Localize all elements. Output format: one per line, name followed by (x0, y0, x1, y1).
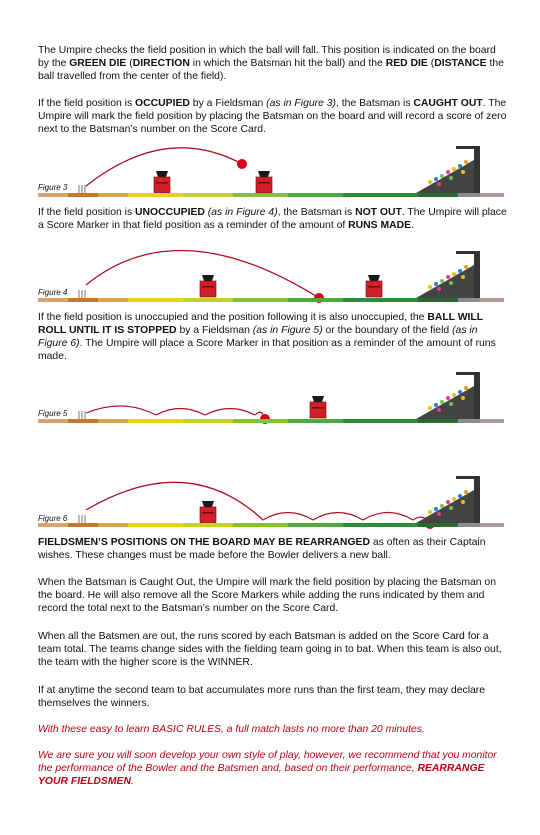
text: . The Umpire will place a Score Marker in that position as a reminder of the amount of runs made. (38, 338, 496, 362)
figure-4 (38, 240, 504, 310)
field-strip (38, 419, 504, 423)
not-out-term: NOT OUT (355, 207, 402, 218)
paragraph-unoccupied (38, 206, 508, 232)
text: If the field position is unoccupied and the position following it is also unoccupied, the (38, 312, 428, 323)
figure-label: Figure 6 (38, 514, 68, 523)
stumps-icon (79, 411, 85, 419)
text: by a Fieldsman (176, 325, 253, 336)
field-strip (38, 193, 504, 197)
paragraph-caught-out: When the Batsman is Caught Out, the Umpire will mark the field position by placing the Batsman on the board. He will also remove all the Score Markers while adding the runs indicated by them and record the total next to the Batsman’s number on the Score Card. (38, 577, 496, 614)
ball-bounce (156, 409, 205, 416)
ball-icon (237, 159, 247, 169)
text: , the Batsman is (277, 207, 356, 218)
rearrange-term: FIELDSMEN’S POSITIONS ON THE BOARD MAY BE REARRANGED (38, 537, 370, 548)
fieldsman-icon (366, 275, 382, 297)
paragraph-basic-rules: With these easy to learn BASIC RULES, a full match lasts no more than 20 minutes. (38, 724, 425, 735)
fieldsman-icon (200, 275, 216, 297)
ball-bounce (205, 409, 255, 416)
ball-bounce (263, 513, 313, 521)
text: If the field position is (38, 98, 136, 109)
grandstand-icon (416, 251, 480, 298)
figure-ref: (as in Figure 3) (266, 98, 337, 109)
figure-5 (38, 370, 504, 440)
text: as often as their Captain wishes. These changes must be made before the Bowler delivers a new ball. (38, 537, 486, 561)
stumps-icon (79, 290, 85, 298)
text: The Umpire checks the field position in which the ball will fall. This position is indicated on the board by the (38, 45, 496, 69)
distance-term: DISTANCE (434, 58, 487, 69)
grandstand-icon (416, 476, 480, 523)
figure-label: Figure 4 (38, 288, 68, 297)
figure-ref: (as in Figure 5) (252, 325, 323, 336)
text: ( (427, 58, 435, 69)
runs-made-term: RUNS MADE (348, 220, 412, 231)
figure-6-graphic (38, 465, 504, 535)
paragraph-team-total: When all the Batsmen are out, the runs scored by each Batsman is added on the Score Card for a team total. The teams change sides with the fielding team going in to bat. When this team is also out, the team with the higher score is the WINNER. (38, 631, 502, 668)
text: . The Umpire will place a Score Marker in that field position as a reminder of the amount of (38, 207, 507, 231)
text: , the Batsman is (336, 98, 414, 109)
grandstand-icon (416, 372, 480, 419)
field-strip (38, 523, 504, 527)
ball-arc (86, 406, 156, 415)
text: by a Fieldsman (189, 98, 267, 109)
text: the ball travelled from the center of the field). (38, 58, 504, 82)
rearrange-fieldsmen-term: REARRANGE YOUR FIELDSMEN (38, 763, 485, 787)
text: or the boundary of the field (322, 325, 453, 336)
figure-ref: (as in Figure 6) (38, 325, 478, 349)
text: . (411, 220, 414, 231)
paragraph-declare: If at anytime the second team to bat accumulates more runs than the first team, they may declare themselves the winners. (38, 685, 486, 709)
figure-ref: (as in Figure 4) (207, 207, 278, 218)
figure-4-graphic (38, 240, 504, 310)
paragraph-field-position (38, 44, 508, 83)
direction-term: DIRECTION (132, 58, 190, 69)
unoccupied-term: UNOCCUPIED (135, 207, 205, 218)
ball-bounce (313, 513, 363, 521)
text: . The Umpire will mark the field position by placing the Batsman on the board and will record a score of zero next to the Batsman’s number on the Score Card. (38, 98, 507, 135)
text: in which the Batsman hit the ball) and the (189, 58, 386, 69)
text: . (130, 776, 134, 787)
figure-6 (38, 465, 504, 535)
fieldsman-icon (154, 171, 170, 193)
fieldsman-icon (200, 501, 216, 523)
text: We are sure you will soon develop your own style of play, however, we recommend that you monitor the performance of the Bowler and the Batsmen and, based on their performance, (38, 750, 497, 774)
figure-label: Figure 3 (38, 183, 68, 192)
paragraph-occupied (38, 97, 508, 136)
occupied-term: OCCUPIED (135, 98, 190, 109)
ball-bounce (363, 513, 413, 521)
paragraph-recommendation (38, 749, 508, 788)
green-die-term: GREEN DIE (69, 58, 127, 69)
ball-roll-term: BALL WILL ROLL UNTIL IT IS STOPPED (38, 312, 483, 336)
figure-label: Figure 5 (38, 409, 68, 418)
field-strip (38, 298, 504, 302)
paragraph-rearrange (38, 536, 508, 562)
fieldsman-icon (310, 396, 326, 418)
figure-5-graphic (38, 370, 504, 440)
text: ( (126, 58, 133, 69)
red-die-term: RED DIE (385, 58, 428, 69)
stumps-icon (79, 185, 85, 193)
fieldsman-icon (256, 171, 272, 193)
ball-arc (86, 482, 263, 520)
stumps-icon (79, 515, 85, 523)
grandstand-icon (416, 146, 480, 193)
paragraph-ball-roll (38, 311, 508, 363)
figure-3 (38, 143, 504, 213)
text: If the field position is (38, 207, 136, 218)
caught-out-term: CAUGHT OUT (413, 98, 483, 109)
figure-3-graphic (38, 143, 504, 213)
